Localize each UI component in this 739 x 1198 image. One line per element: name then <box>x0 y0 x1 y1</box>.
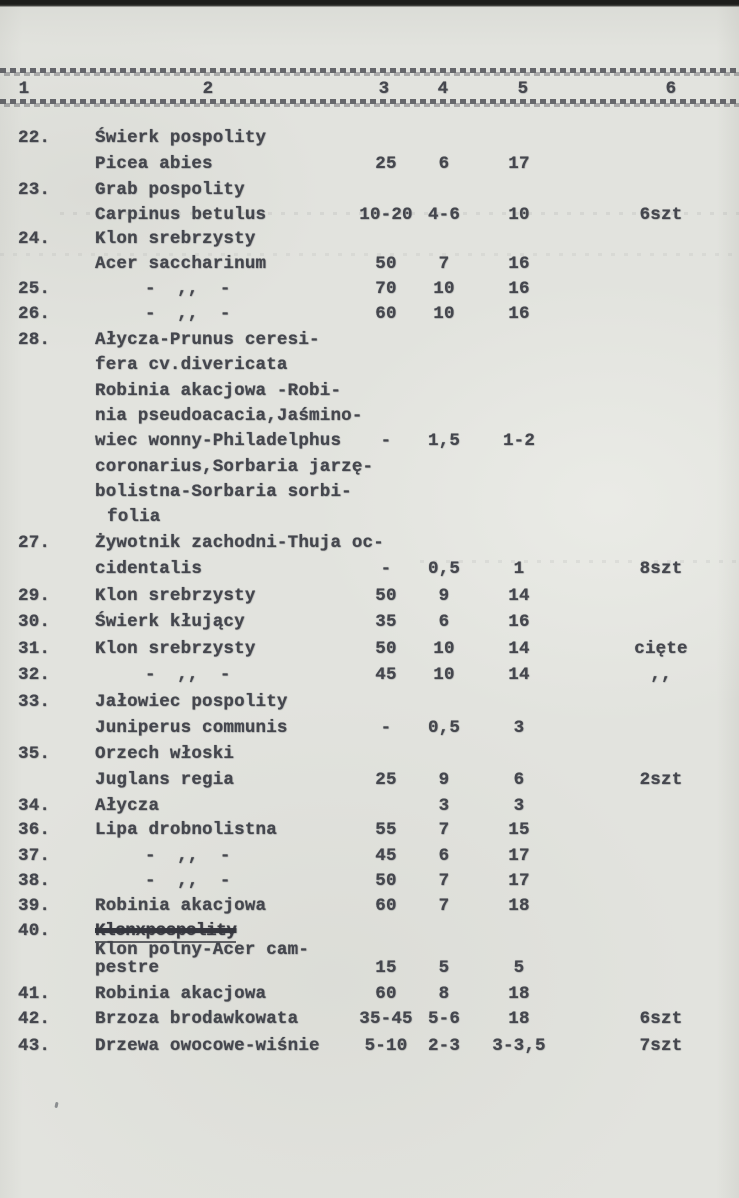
col3-value: 35-45 <box>359 1009 413 1029</box>
col5-value: 17 <box>508 154 530 174</box>
ditto-mark: - ,, - <box>145 304 231 324</box>
scan-noise-line <box>60 212 739 215</box>
col4-value: 6 <box>438 612 450 632</box>
col3-value: 50 <box>375 254 397 274</box>
species-name: Świerk kłujący <box>95 612 245 632</box>
col5-value: 16 <box>508 612 530 632</box>
row-number: 33. <box>18 692 51 712</box>
col5-value: 14 <box>508 586 530 606</box>
row-number: 35. <box>18 744 51 764</box>
col5-value: 16 <box>508 279 530 299</box>
col4-value: 9 <box>438 770 450 790</box>
species-name: Juglans regia <box>95 770 235 790</box>
col4-value: 0,5 <box>427 559 461 579</box>
col6-value: 8szt <box>639 559 683 579</box>
ink-speck <box>54 1102 58 1108</box>
col3-value: 55 <box>375 820 397 840</box>
species-name: Ałycza <box>95 796 160 816</box>
species-name: Jałowiec pospolity <box>95 692 288 712</box>
col3-value: 15 <box>375 958 397 978</box>
col3-value: 50 <box>375 639 397 659</box>
col3-value: 50 <box>375 586 397 606</box>
ditto-mark: - ,, - <box>145 871 231 891</box>
col3-value: 25 <box>375 770 397 790</box>
species-name: Żywotnik zachodni-Thuja oc- <box>95 533 384 553</box>
col4-value: 10 <box>433 665 455 685</box>
row-number: 37. <box>18 846 51 866</box>
species-name: wiec wonny-Philadelphus <box>95 431 342 451</box>
col3-value: 60 <box>375 896 397 916</box>
row-number: 42. <box>18 1009 51 1029</box>
col4-value: 0,5 <box>427 718 461 738</box>
col4-value: 3 <box>438 796 450 816</box>
row-number: 29. <box>18 586 51 606</box>
col4-value: 7 <box>438 871 450 891</box>
col3-value: 60 <box>375 984 397 1004</box>
col6-value: ,, <box>650 665 672 685</box>
col6-value: cięte <box>634 639 688 659</box>
species-name: fera cv.divericata <box>95 355 288 375</box>
row-number: 23. <box>18 180 51 200</box>
col5-value: 18 <box>508 1009 530 1029</box>
species-name: Klon srebrzysty <box>95 586 256 606</box>
species-name: Grab pospolity <box>95 180 245 200</box>
struck-species-name: Klonxpospolity <box>95 921 237 941</box>
row-number: 36. <box>18 820 51 840</box>
col3-value: 60 <box>375 304 397 324</box>
row-number: 26. <box>18 304 51 324</box>
row-number: 39. <box>18 896 51 916</box>
col3-value: 5-10 <box>364 1036 408 1056</box>
row-number: 40. <box>18 921 51 941</box>
col4-value: 4-6 <box>427 205 461 225</box>
col6-value: 7szt <box>639 1036 683 1056</box>
row-number: 30. <box>18 612 51 632</box>
col5-value: 17 <box>508 846 530 866</box>
col5-value: 3 <box>513 718 525 738</box>
col4-value: 10 <box>433 639 455 659</box>
col5-value: 16 <box>508 304 530 324</box>
row-number: 22. <box>18 128 51 148</box>
species-name: Robinia akacjowa -Robi- <box>95 381 342 401</box>
column-header-1: 1 <box>18 79 30 99</box>
species-name: Brzoza brodawkowata <box>95 1009 299 1029</box>
col3-value: 50 <box>375 871 397 891</box>
col6-value: 6szt <box>639 1009 683 1029</box>
species-name: Orzech włoski <box>95 744 235 764</box>
col4-value: 7 <box>438 820 450 840</box>
table-top-rule <box>0 68 739 73</box>
col4-value: 5-6 <box>427 1009 461 1029</box>
species-name: pestre <box>95 958 160 978</box>
col5-value: 18 <box>508 896 530 916</box>
col4-value: 9 <box>438 586 450 606</box>
col4-value: 10 <box>433 304 455 324</box>
species-name: nia pseudoacacia,Jaśmino- <box>95 406 363 426</box>
scan-edge-artifact <box>0 0 739 7</box>
column-header-2: 2 <box>202 79 214 99</box>
species-name: Świerk pospolity <box>95 128 267 148</box>
column-header-5: 5 <box>517 79 529 99</box>
species-name: cidentalis <box>95 559 203 579</box>
col5-value: 5 <box>513 958 525 978</box>
species-name: Carpinus betulus <box>95 205 267 225</box>
col4-value: 8 <box>438 984 450 1004</box>
col4-value: 10 <box>433 279 455 299</box>
col5-value: 1 <box>513 559 525 579</box>
col3-value: 35 <box>375 612 397 632</box>
col5-value: 16 <box>508 254 530 274</box>
col5-value: 14 <box>508 639 530 659</box>
species-name: Robinia akacjowa <box>95 984 267 1004</box>
col3-value: - <box>380 431 392 451</box>
column-header-4: 4 <box>437 79 449 99</box>
col5-value: 14 <box>508 665 530 685</box>
species-name: Klon polny-Acer cam- <box>95 940 310 960</box>
col3-value: 45 <box>375 665 397 685</box>
species-name: Picea abies <box>95 154 213 174</box>
species-name: Juniperus communis <box>95 718 288 738</box>
row-number: 34. <box>18 796 51 816</box>
col4-value: 1,5 <box>427 431 461 451</box>
species-name: Klon srebrzysty <box>95 639 256 659</box>
species-name: Robinia akacjowa <box>95 896 267 916</box>
col3-value: - <box>380 718 392 738</box>
column-header-6: 6 <box>665 79 677 99</box>
col4-value: 7 <box>438 896 450 916</box>
species-name: folia <box>107 507 161 527</box>
col5-value: 18 <box>508 984 530 1004</box>
scan-noise-line <box>0 253 739 256</box>
species-name: Klon srebrzysty <box>95 229 256 249</box>
col4-value: 6 <box>438 154 450 174</box>
col5-value: 10 <box>508 205 530 225</box>
column-header-3: 3 <box>378 79 390 99</box>
row-number: 28. <box>18 330 51 350</box>
row-number: 43. <box>18 1036 51 1056</box>
col5-value: 6 <box>513 770 525 790</box>
col4-value: 2-3 <box>427 1036 461 1056</box>
col5-value: 3 <box>513 796 525 816</box>
col3-value: - <box>380 559 392 579</box>
row-number: 24. <box>18 229 51 249</box>
row-number: 31. <box>18 639 51 659</box>
row-number: 32. <box>18 665 51 685</box>
col5-value: 17 <box>508 871 530 891</box>
species-name: bolistna-Sorbaria sorbi- <box>95 482 352 502</box>
species-name: Drzewa owocowe-wiśnie <box>95 1036 320 1056</box>
row-number: 25. <box>18 279 51 299</box>
col4-value: 5 <box>438 958 450 978</box>
col4-value: 6 <box>438 846 450 866</box>
col3-value: 10-20 <box>359 205 413 225</box>
scan-noise-line <box>420 560 739 563</box>
species-name: coronarius,Sorbaria jarzę- <box>95 457 374 477</box>
row-number: 41. <box>18 984 51 1004</box>
ditto-mark: - ,, - <box>145 665 231 685</box>
col3-value: 25 <box>375 154 397 174</box>
col5-value: 3-3,5 <box>492 1036 546 1056</box>
col6-value: 6szt <box>639 205 683 225</box>
col4-value: 7 <box>438 254 450 274</box>
ditto-mark: - ,, - <box>145 279 231 299</box>
col3-value: 45 <box>375 846 397 866</box>
species-name: Acer saccharinum <box>95 254 267 274</box>
col6-value: 2szt <box>639 770 683 790</box>
table-header-rule <box>0 99 739 104</box>
col5-value: 1-2 <box>502 431 536 451</box>
ditto-mark: - ,, - <box>145 846 231 866</box>
species-name: Ałycza-Prunus ceresi- <box>95 330 320 350</box>
col5-value: 15 <box>508 820 530 840</box>
species-name: Lipa drobnolistna <box>95 820 277 840</box>
row-number: 38. <box>18 871 51 891</box>
col3-value: 70 <box>375 279 397 299</box>
row-number: 27. <box>18 533 51 553</box>
